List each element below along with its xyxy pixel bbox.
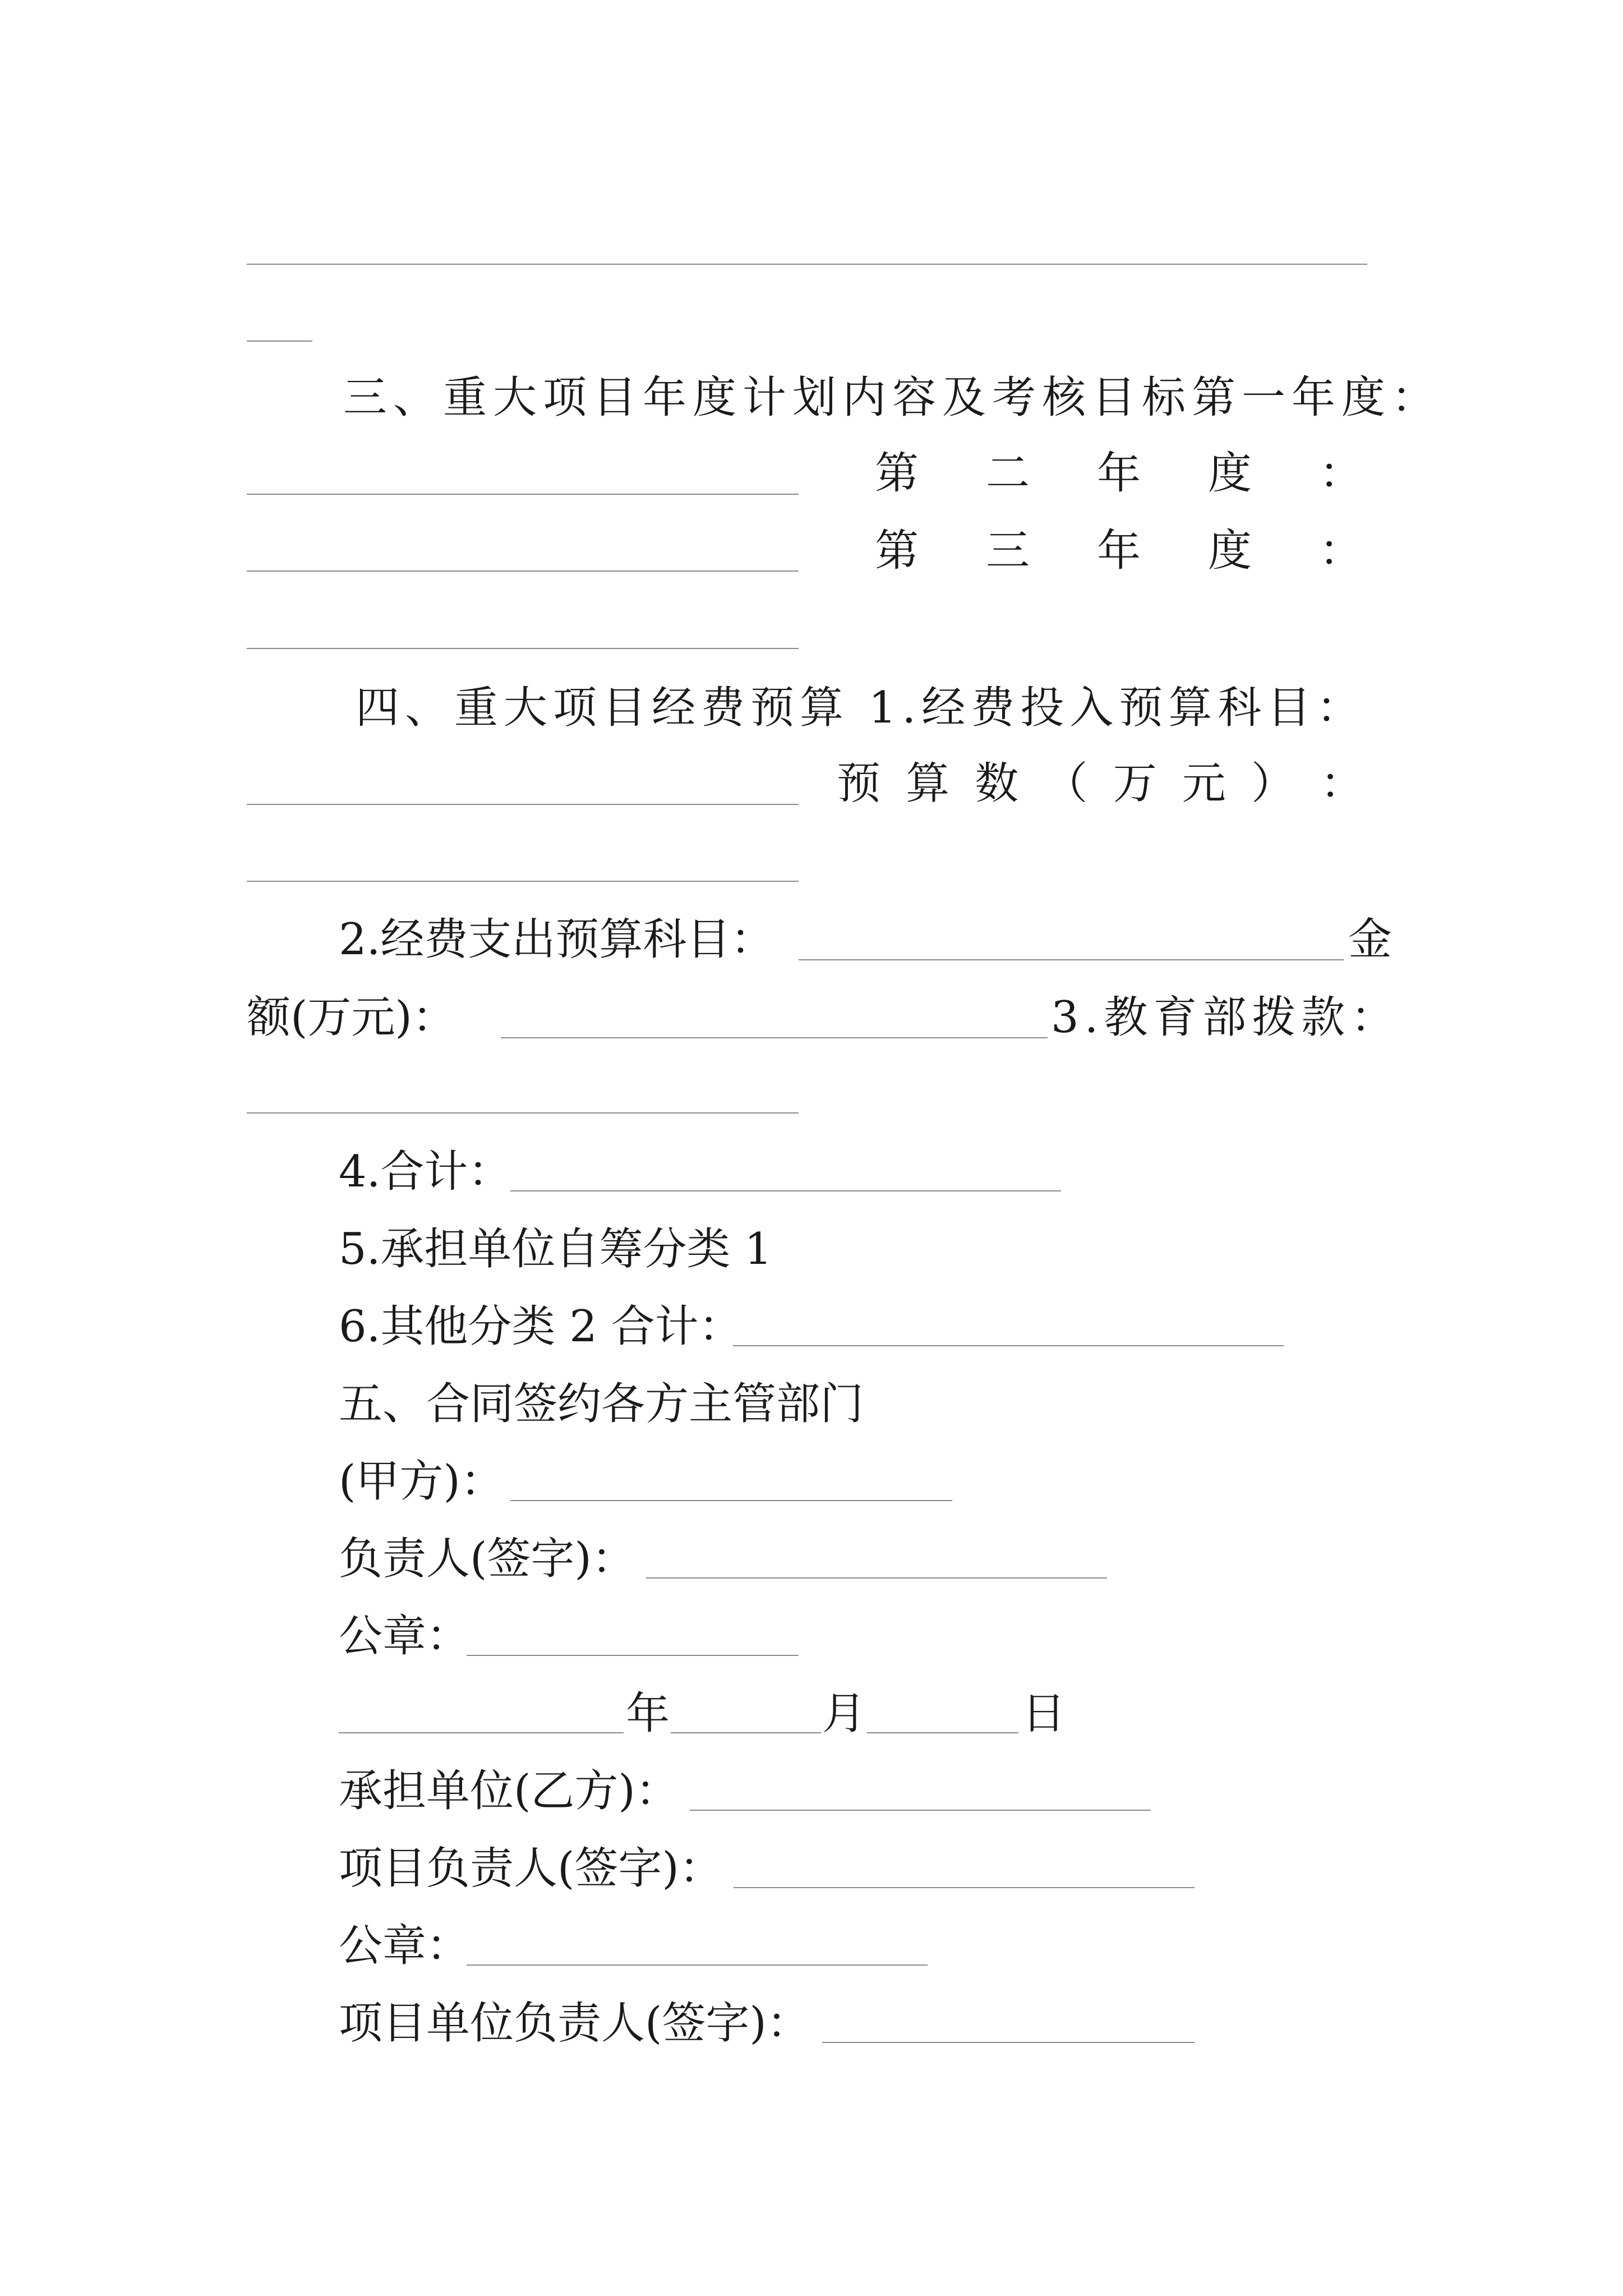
item-4-label: 4.合计： xyxy=(339,1147,512,1197)
budget-amount-label: 预 算 数 （ 万 元 ） ： xyxy=(837,758,1364,809)
party-a-field[interactable] xyxy=(510,1500,952,1501)
blank-line xyxy=(247,648,799,649)
blank-line xyxy=(247,570,799,572)
ministry-allocation-field[interactable] xyxy=(247,1112,799,1114)
section-5-heading: 五、合同签约各方主管部门 xyxy=(339,1379,864,1429)
section-4-heading: 四、重大项目经费预算 1.经费投入预算科目： xyxy=(356,683,1366,733)
leader-sign-field[interactable] xyxy=(646,1577,1107,1579)
section-3-heading: 三、重大项目年度计划内容及考核目标第一年度： xyxy=(343,372,1442,423)
unit-leader-label: 项目单位负责人(签字)： xyxy=(339,1998,810,2049)
blank-line xyxy=(247,881,799,882)
seal-2-field[interactable] xyxy=(467,1964,928,1966)
date-month-label: 月 xyxy=(822,1688,866,1739)
leader-sign-label: 负责人(签字)： xyxy=(339,1534,635,1584)
date-month-field[interactable] xyxy=(671,1732,821,1733)
party-b-field[interactable] xyxy=(690,1810,1151,1811)
item-2-label: 2.经费支出预算科目： xyxy=(339,914,774,965)
date-day-label: 日 xyxy=(1022,1688,1066,1739)
date-year-label: 年 xyxy=(626,1688,670,1739)
date-day-field[interactable] xyxy=(867,1732,1018,1733)
blank-line xyxy=(247,341,312,342)
item-2-tail: 金 xyxy=(1348,914,1393,965)
year-2-label: 第 二 年 度 ： xyxy=(875,448,1363,499)
year-3-label: 第 三 年 度 ： xyxy=(875,526,1363,576)
unit-leader-field[interactable] xyxy=(822,2042,1195,2043)
expense-amount-field[interactable] xyxy=(501,1037,1048,1038)
item-3-label: 3.教育部拨款： xyxy=(1051,992,1400,1043)
blank-line xyxy=(247,264,1367,265)
item-2-amount-label: 额(万元)： xyxy=(247,992,456,1043)
seal-field[interactable] xyxy=(467,1655,799,1656)
seal-label: 公章： xyxy=(339,1611,471,1662)
blank-line xyxy=(247,494,799,495)
item-5-label: 5.承担单位自筹分类 1 xyxy=(339,1224,772,1274)
date-year-field[interactable] xyxy=(339,1732,624,1733)
total-field[interactable] xyxy=(510,1190,1061,1191)
project-leader-label: 项目负责人(签字)： xyxy=(339,1843,723,1894)
other-total-field[interactable] xyxy=(733,1345,1284,1346)
party-b-label: 承担单位(乙方)： xyxy=(339,1766,679,1816)
party-a-label: (甲方)： xyxy=(339,1456,504,1507)
project-leader-field[interactable] xyxy=(734,1887,1195,1888)
blank-line xyxy=(247,804,799,805)
seal-2-label: 公章： xyxy=(339,1921,471,1971)
expense-subject-field[interactable] xyxy=(799,959,1344,960)
item-6-label: 6.其他分类 2 合计： xyxy=(339,1301,743,1352)
